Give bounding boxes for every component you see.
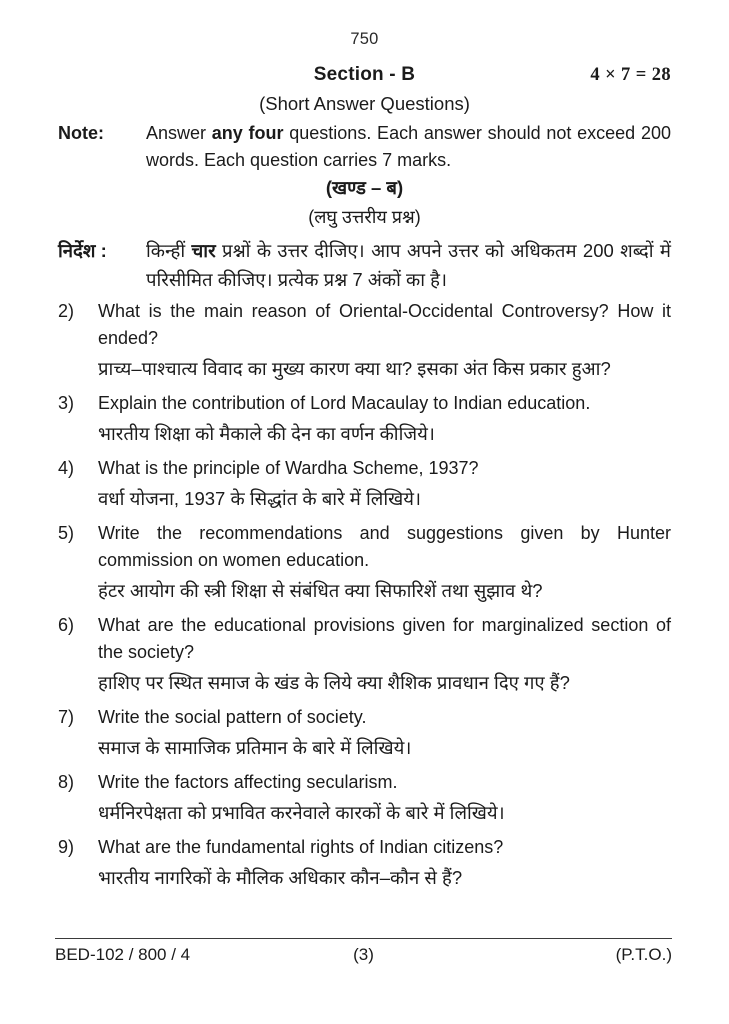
question-text-hindi: हंटर आयोग की स्त्री शिक्षा से संबंधित क्या सिफारिशें तथा सुझाव थे? xyxy=(98,580,543,601)
question-text-hindi: समाज के सामाजिक प्रतिमान के बारे में लिखिये। xyxy=(98,737,412,758)
paper-code: 750 xyxy=(350,30,379,48)
question-item xyxy=(58,834,671,894)
nirdesh-text-emphasis: चार xyxy=(191,240,216,261)
question-text-hindi: प्राच्य–पाश्चात्य विवाद का मुख्य कारण क्या था? इसका अंत किस प्रकार हुआ? xyxy=(98,358,611,379)
question-text-english: What are the fundamental rights of Indian citizens? xyxy=(98,837,504,857)
nirdesh-label: निर्देश : xyxy=(58,240,107,261)
question-text-english: What is the main reason of Oriental-Occidental Controversy? How it ended? xyxy=(98,301,671,348)
question-text-hindi: वर्धा योजना, 1937 के सिद्धांत के बारे में लिखिये। xyxy=(98,488,421,509)
question-item xyxy=(58,704,671,764)
question-item xyxy=(58,520,671,607)
question-text-english: What are the educational provisions given for marginalized section of the society? xyxy=(98,615,671,662)
question-number: 2) xyxy=(58,301,75,321)
question-text-english: What is the principle of Wardha Scheme, 1937? xyxy=(98,458,479,478)
question-text-english: Write the social pattern of society. xyxy=(98,707,367,727)
question-number: 8) xyxy=(58,772,75,792)
question-text-english: Write the recommendations and suggestions given by Hunter commission on women education. xyxy=(98,523,671,570)
question-item xyxy=(58,298,671,385)
question-item xyxy=(58,769,671,829)
note-text-emphasis: any four xyxy=(211,123,284,143)
hindi-section-subheading: (लघु उत्तरीय प्रश्न) xyxy=(308,207,421,227)
note-label: Note: xyxy=(58,123,104,143)
section-title: Section - B xyxy=(313,64,416,85)
footer-page-number: (3) xyxy=(353,945,374,964)
note-text xyxy=(146,120,671,174)
question-number: 4) xyxy=(58,458,75,478)
nirdesh-text-part2: प्रश्नों के उत्तर दीजिए। आप अपने उत्तर को अधिकतम 200 शब्दों में परिसीमित कीजिए। प्रत्येक प्रश्न 7 अंकों का है। xyxy=(146,240,671,290)
question-number: 9) xyxy=(58,837,75,857)
question-number: 5) xyxy=(58,523,75,543)
question-text-english: Write the factors affecting secularism. xyxy=(98,772,398,792)
question-number: 7) xyxy=(58,707,75,727)
nirdesh-text-part1: किन्हीं xyxy=(146,240,192,261)
footer-pto: (P.T.O.) xyxy=(615,945,672,964)
question-item xyxy=(58,390,671,450)
question-number: 6) xyxy=(58,615,75,635)
note-text-part2: questions. Each answer should not exceed 200 words. Each question carries 7 marks. xyxy=(146,123,671,170)
question-text-english: Explain the contribution of Lord Macaulay to Indian education. xyxy=(98,393,591,413)
nirdesh-text xyxy=(146,236,671,294)
marks-notation: 4 × 7 = 28 xyxy=(590,65,671,85)
page-footer xyxy=(55,945,672,971)
note-text-part1: Answer xyxy=(146,123,212,143)
question-text-hindi: भारतीय नागरिकों के मौलिक अधिकार कौन–कौन से हैं? xyxy=(98,867,463,888)
question-item xyxy=(58,455,671,515)
hindi-section-heading: (खण्ड – ब) xyxy=(325,177,404,198)
section-header-row xyxy=(58,64,671,90)
question-text-hindi: हाशिए पर स्थित समाज के खंड के लिये क्या शैशिक प्रावधान दिए गए हैं? xyxy=(98,672,570,693)
question-text-hindi: भारतीय शिक्षा को मैकाले की देन का वर्णन कीजिये। xyxy=(98,423,435,444)
question-item xyxy=(58,612,671,699)
nirdesh-block xyxy=(58,236,671,294)
footer-paper-id: BED-102 / 800 / 4 xyxy=(55,945,191,964)
question-number: 3) xyxy=(58,393,75,413)
questions-list xyxy=(58,298,671,899)
section-subtitle: (Short Answer Questions) xyxy=(259,93,470,114)
footer-divider xyxy=(55,938,672,939)
question-text-hindi: धर्मनिरपेक्षता को प्रभावित करनेवाले कारकों के बारे में लिखिये। xyxy=(98,802,505,823)
note-block xyxy=(58,120,671,174)
